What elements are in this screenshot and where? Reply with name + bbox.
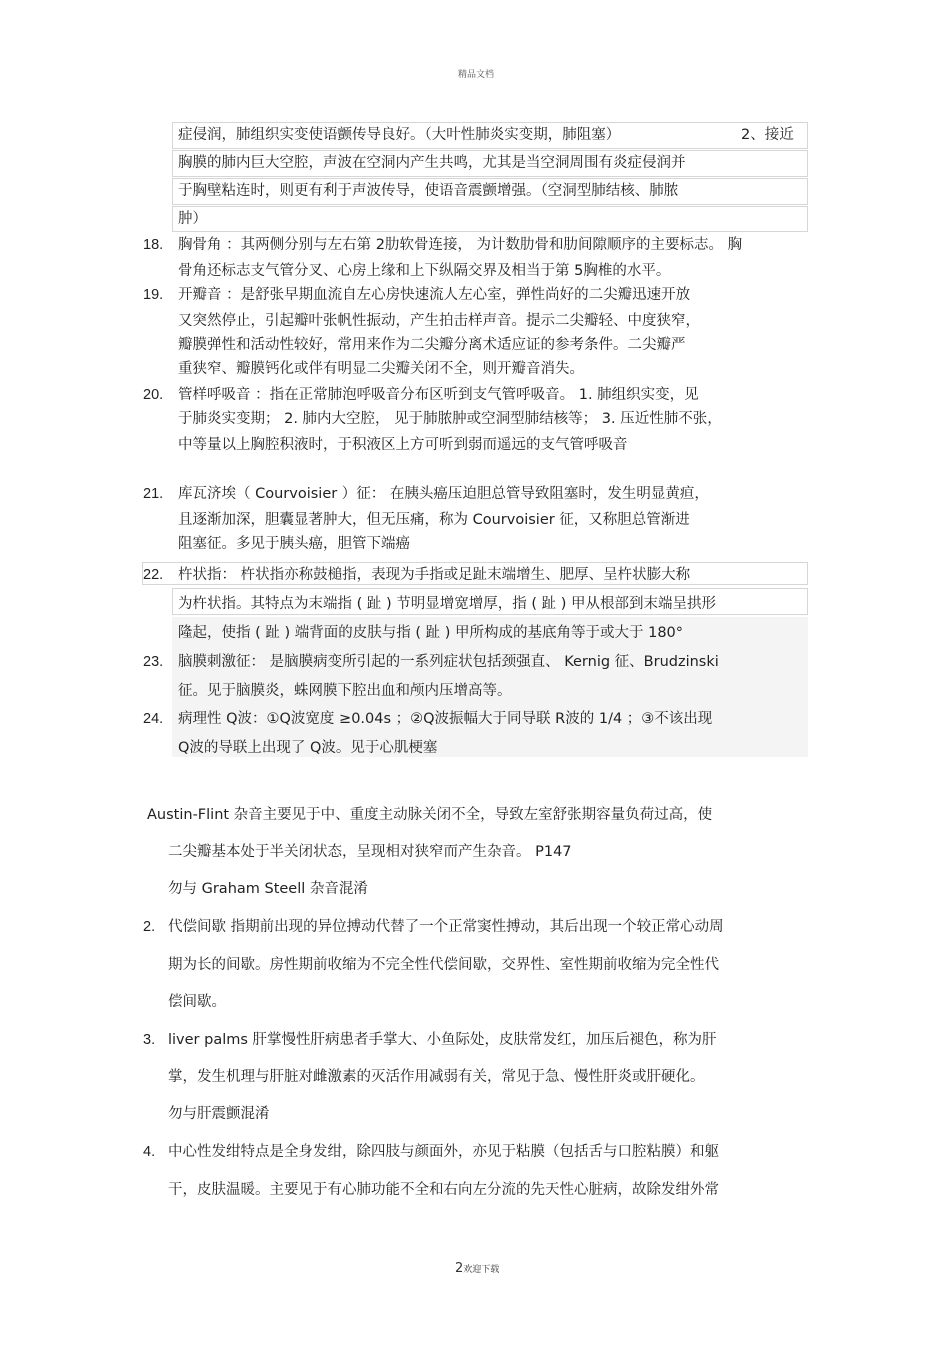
item-number: 19. (143, 287, 164, 303)
item-number: 18. (143, 237, 164, 253)
item-line: 于肺炎实变期； 2. 肺内大空腔， 见于肺脓肿或空洞型肺结核等； 3. 压近性肺不张， (178, 411, 722, 427)
item-line: 杵状指： 杵状指亦称鼓槌指，表现为手指或足趾末端增生、肥厚、呈杵状膨大称 (178, 567, 691, 583)
footer-label: 欢迎下载 (463, 1265, 500, 1275)
item-line: 库瓦济埃（ Courvoisier ）征： 在胰头癌压迫胆总管导致阻塞时，发生明显黄疸， (178, 486, 709, 502)
item-line: 阻塞征。多见于胰头癌，胆管下端癌 (178, 536, 410, 552)
item-line: 胸骨角 ：其两侧分别与左右第 2肋软骨连接， 为计数肋骨和肋间隙顺序的主要标志。 胸 (178, 237, 743, 253)
text-line: 2、接近 (741, 127, 794, 143)
item-line: 代偿间歇 指期前出现的异位搏动代替了一个正常窦性搏动，其后出现一个较正常心动周 (168, 919, 724, 935)
item-line: 偿间歇。 (168, 994, 226, 1010)
item-line: 中心性发绀特点是全身发绀，除四肢与颜面外，亦见于粘膜（包括舌与口腔粘膜）和躯 (168, 1144, 719, 1160)
item-line: 且逐渐加深，胆囊显著肿大，但无压痛，称为 Courvoisier 征，又称胆总管渐进 (178, 512, 690, 528)
item-line: 管样呼吸音 ：指在正常肺泡呼吸音分布区听到支气管呼吸音。 1. 肺组织实变，见 (178, 387, 699, 403)
item-line: 病理性 Q波：①Q波宽度 ≥0.04s ；②Q波振幅大于同导联 R波的 1/4 ；③不该出现 (178, 711, 713, 727)
item-line: 征。见于脑膜炎，蛛网膜下腔出血和颅内压增高等。 (178, 683, 512, 699)
text-line: 症侵润，肺组织实变使语颤传导良好。（大叶性肺炎实变期，肺阻塞） (178, 127, 621, 143)
item-number: 20. (143, 387, 164, 403)
item-number: 24. (143, 711, 164, 727)
item-line: 二尖瓣基本处于半关闭状态，呈现相对狭窄而产生杂音。 P147 (168, 844, 572, 860)
item-line: 掌，发生机理与肝脏对雌激素的灭活作用减弱有关，常见于急、慢性肝炎或肝硬化。 (168, 1069, 705, 1085)
item-line: Austin-Flint 杂音主要见于中、重度主动脉关闭不全，导致左室舒张期容量负荷过高，使 (147, 807, 713, 823)
item-line: 又突然停止，引起瓣叶张帆性振动，产生拍击样声音。提示二尖瓣轻、中度狭窄， (178, 313, 700, 329)
item-number: 21. (143, 486, 164, 502)
page-number: 2 (455, 1261, 464, 1276)
text-line: 肿） (178, 211, 207, 227)
text-line: 胸膜的肺内巨大空腔，声波在空洞内产生共鸣，尤其是当空洞周围有炎症侵润并 (178, 155, 686, 171)
item-line: 中等量以上胸腔积液时，于积液区上方可听到弱而遥远的支气管呼吸音 (178, 437, 628, 453)
item-number: 23. (143, 654, 164, 670)
item-line: 勿与肝震颤混淆 (168, 1106, 270, 1122)
item-line: 重狭窄、瓣膜钙化或伴有明显二尖瓣关闭不全，则开瓣音消失。 (178, 361, 584, 377)
item-line: 为杵状指。其特点为末端指 ( 趾 ) 节明显增宽增厚，指 ( 趾 ) 甲从根部到末端呈拱形 (178, 596, 716, 612)
item-line: liver palms 肝掌慢性肝病患者手掌大、小鱼际处，皮肤常发红，加压后褪色，称为肝 (168, 1032, 717, 1048)
item-line: Q波的导联上出现了 Q波。见于心肌梗塞 (178, 740, 438, 756)
item-line: 勿与 Graham Steell 杂音混淆 (168, 881, 368, 897)
item-line: 脑膜刺激征： 是脑膜病变所引起的一系列症状包括颈强直、 Kernig 征、Brudzinski (178, 654, 719, 670)
text-box-4 (172, 206, 808, 232)
item-number: 4. (143, 1144, 156, 1160)
text-line: 于胸壁粘连时，则更有利于声波传导，使语音震颤增强。（空洞型肺结核、肺脓 (178, 183, 679, 199)
item-number: 2. (143, 919, 156, 935)
item-line: 骨角还标志支气管分叉、心房上缘和上下纵隔交界及相当于第 5胸椎的水平。 (178, 263, 671, 279)
item-number: 3. (143, 1032, 156, 1048)
item-line: 开瓣音 ：是舒张早期血流自左心房快速流人左心室，弹性尚好的二尖瓣迅速开放 (178, 287, 691, 303)
page-footer (455, 1261, 499, 1276)
item-line: 隆起，使指 ( 趾 ) 端背面的皮肤与指 ( 趾 ) 甲所构成的基底角等于或大于 180° (178, 625, 684, 641)
item-line: 期为长的间歇。房性期前收缩为不完全性代偿间歇，交界性、室性期前收缩为完全性代 (168, 957, 719, 973)
page-header: 精品文档 (458, 70, 495, 80)
item-line: 干，皮肤温暖。主要见于有心肺功能不全和右向左分流的先天性心脏病，故除发绀外常 (168, 1182, 719, 1198)
item-line: 瓣膜弹性和活动性较好，常用来作为二尖瓣分离术适应证的参考条件。二尖瓣严 (178, 337, 686, 353)
item-number: 22. (143, 567, 164, 583)
